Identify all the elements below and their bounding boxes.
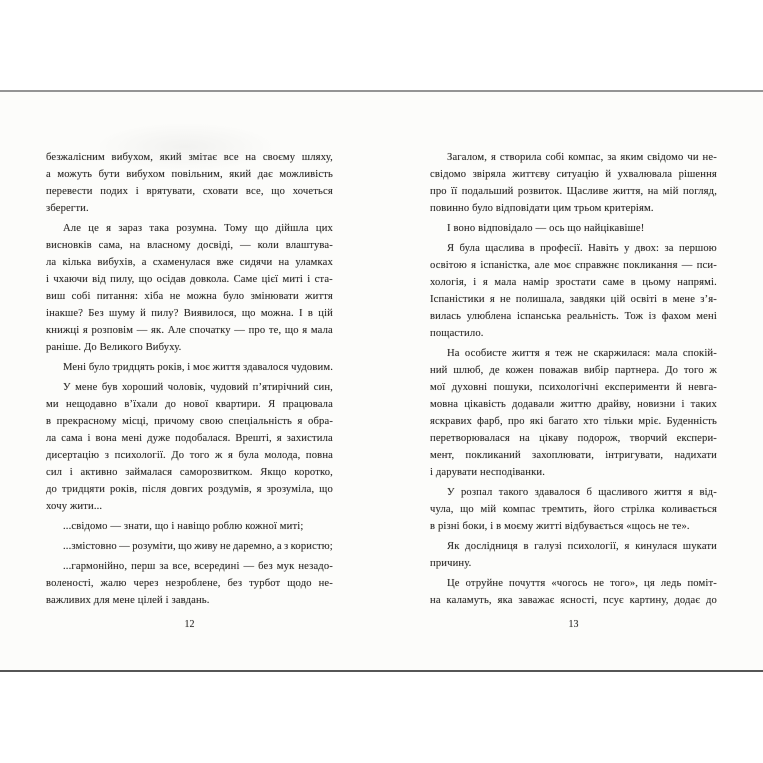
scanned-book-spread [0,90,763,672]
paragraph [430,575,717,609]
text-line: освітою я іспаністка, але моє справжнє покликання — пси- [430,260,717,271]
paragraph [430,220,717,237]
paragraph [46,538,333,555]
text-line: дисертацію з психології. До того ж я була молода, повна [46,450,333,461]
text-line: Але це я зараз така розумна. Тому що дійшла цих [63,223,333,234]
paragraph [430,538,717,572]
page-number: 12 [184,619,195,630]
paragraph [430,149,717,217]
page-text-right [430,149,717,609]
text-line: раніше. До Великого Вибуху. [46,342,182,353]
text-line: в прекрасному місці, причому свою спеціальність я обра- [46,416,333,427]
text-line: мент, покликаний захоплювати, інтригувати, надихати [430,450,717,461]
paragraph [430,484,717,535]
text-line: і чхаючи від пилу, що осідав довкола. Саме цієї миті і ста- [46,274,333,285]
text-line: мої духовні пошуки, психологічні експерименти й невга- [430,382,717,393]
text-line: в різні боки, і в моєму житті відбувається «щось не те». [430,521,690,532]
book-page-right [430,92,717,670]
paragraph [430,240,717,342]
text-line: У мене був хороший чоловік, чудовий п’ятирічний син, [63,382,333,393]
text-line: воленості, жалю через незроблене, без турбот щодо не- [46,578,333,589]
text-line: про її подальший розвиток. Щасливе життя, на мій погляд, [430,186,717,197]
text-line: мовна цікавість додавали життю драйву, новизни і таких [430,399,717,410]
text-line: перетворювалася на цікаву подорож, творчий експери- [430,433,717,444]
text-line: ла сама і вона мені дуже подобалася. Врешті, я захистила [46,433,333,444]
text-line: ла кілька вибухів, а схаменулася вже сидячи на уламках [46,257,333,268]
paragraph [46,558,333,609]
text-line: хочу жити... [46,501,103,512]
text-line: ...свідомо — знати, що і навіщо роблю кожної миті; [63,521,304,532]
text-line: безжалісним вибухом, який змітає все на своєму шляху, [46,152,333,163]
page-text-left [46,149,333,609]
text-line: зберегти. [46,203,89,214]
paragraph [46,359,333,376]
text-line: до тридцяти років, після довгих роздумів, я зрозуміла, що [46,484,333,495]
text-line: ми нещодавно в’їхали до нової квартири. Я працювала [46,399,333,410]
text-line: хологія, і я мала намір зростати саме в цьому напрямі. [430,277,717,288]
text-line: важливих для мене цілей і завдань. [46,595,210,606]
text-line: яскравих фарб, про які багато хто тільки мріє. Буденність [430,416,717,427]
book-page-left [46,92,333,670]
text-line: а можуть бути вибухом повільним, який дає можливість [46,169,333,180]
text-line: виш собі питання: хіба не можна було змінювати життя [46,291,333,302]
text-line: У розпал такого здавалося б щасливого життя я від- [447,487,717,498]
paragraph [46,518,333,535]
text-line: ...змістовно — розуміти, що живу не даремно, а з користю; [63,541,333,552]
text-line: І воно відповідало — ось що найцікавіше! [447,223,645,234]
text-line: Як дослідниця в галузі психології, я кинулася шукати [447,541,717,552]
text-line: свідомо звіряла життєву ситуацію й ухвалювала рішення [430,169,717,180]
text-line: ...гармонійно, перш за все, всередині — без мук незадо- [63,561,333,572]
text-line: На особисте життя я теж не скаржилася: мала спокій- [447,348,717,359]
paragraph [46,379,333,515]
paragraph [46,220,333,356]
text-line: перевести подих і врятувати, сховати все, що хочеться [46,186,333,197]
text-line: ний шлюб, де кожен поважав вибір партнера. До того ж [430,365,717,376]
text-line: книжці я розповім — як. Але спочатку — про те, що я мала [46,325,333,336]
text-line: Мені було тридцять років, і моє життя здавалося чудовим. [63,362,333,373]
text-line: повинно було відповідати цим трьом критеріям. [430,203,654,214]
paragraph [430,345,717,481]
text-line: Це отруйне почуття «чогось не того», ця ледь поміт- [447,578,717,589]
page-number: 13 [568,619,579,630]
text-line: сил і активно займалася саморозвитком. Якщо коротко, [46,467,333,478]
text-line: і дарувати несподіванки. [430,467,546,478]
text-line: причину. [430,558,472,569]
paragraph [46,149,333,217]
text-line: Загалом, я створила собі компас, за яким свідомо чи не- [447,152,717,163]
text-line: інакше? Без шуму й пилу? Виявилося, що можна. І в цій [46,308,333,319]
text-line: на каламуть, яка заважає ясності, псує картину, додає до [430,595,717,606]
text-line: Я була щаслива в професії. Навіть у двох: за першою [447,243,717,254]
text-line: висновків сама, на власному досвіді, — коли влаштува- [46,240,333,251]
text-line: пощастило. [430,328,484,339]
text-line: Іспаністики я не полишала, завдяки цій освіті в мене з’я- [430,294,717,305]
text-line: чула, що мій компас тремтить, його стрілка коливається [430,504,717,515]
text-line: вилась улюблена іспанська реальність. Тож із фахом мені [430,311,717,322]
